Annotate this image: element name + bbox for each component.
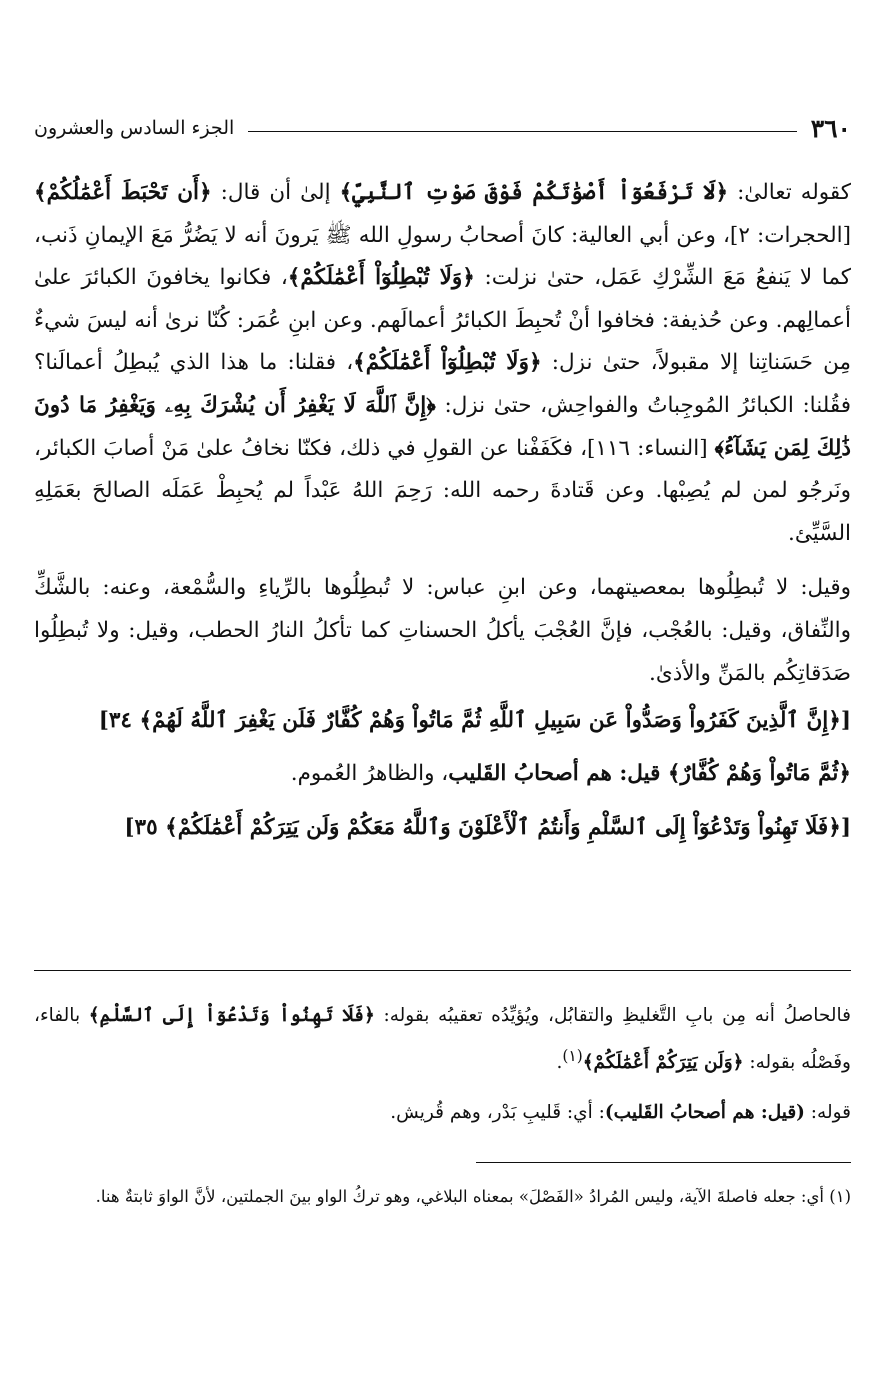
quran-quote: ﴿وَلَا تُبْطِلُوٓاْ أَعْمَٰلَكُمْ﴾ bbox=[353, 350, 542, 376]
section-divider bbox=[34, 970, 851, 971]
bracket-close: ] bbox=[98, 708, 109, 734]
quran-verse: ﴿إِنَّ ٱلَّذِينَ كَفَرُواْ وَصَدُّواْ عَن سَبِيلِ ٱللَّهِ ثُمَّ مَاتُواْ وَهُمْ كُفَّارٌ فَلَن يَغْفِرَ ٱللَّهُ لَهُمْ﴾ bbox=[139, 708, 841, 734]
main-text bbox=[34, 172, 851, 854]
text-run: [النساء: ١١٦]، فكَفَفْنا عن القولِ في ذلك، فكنّا نخافُ علىٰ مَنْ أصابَ الكبائر، ونَرجُو لمن لم يُصِبْها. وعن قَتادةَ رحمه الله: رَحِمَ اللهُ عَبْداً لم يُحبِطْ عَمَلَه الصالحَ بعَمَلِهِ السَّيِّئ. bbox=[34, 435, 851, 546]
text-run: كقوله تعالىٰ: bbox=[728, 180, 851, 205]
footnote-text: (١) أي: جعله فاصلةَ الآية، وليس المُرادُ «الفَصْلَ» بمعناه البلاغي، وهو تركُ الواو بينَ الجملتين، لأنَّ الواوَ ثابتةٌ هنا. bbox=[95, 1187, 851, 1206]
paragraph-2: وقيل: لا تُبطِلُوها بمعصيتهما، وعن ابنِ عباس: لا تُبطِلُوها بالرِّياءِ والسُّمْعة، وعنه: بالشَّكِّ والنِّفاق، وقيل: بالعُجْب، فإنَّ العُجْبَ يأكلُ الحسناتِ كما تأكلُ النارُ الحطب، وقيل: ولا تُبطِلُوا صَدَقاتِكُم بالمَنِّ والأذىٰ. bbox=[34, 575, 851, 686]
verse-35 bbox=[34, 802, 851, 854]
verse-34 bbox=[34, 695, 851, 747]
quran-quote: ﴿إِنَّ ٱللَّهَ لَا يَغْفِرُ أَن يُشْرَكَ بِهِۦ وَيَغْفِرُ مَا دُونَ ذَٰلِكَ لِمَن يَشَآءُ﴾ bbox=[34, 392, 851, 461]
text-run: : أي: قَليبِ بَدْر، وهم قُريش. bbox=[390, 1102, 605, 1124]
text-run: ، فكانوا يخافونَ الكبائرَ علىٰ أعمالِهم. وعن حُذيفة: فخافوا أنْ تُحبِطَ الكبائرُ أعمالَهم. وعن ابنِ عُمَر: كُنّا نرىٰ أنه ليسَ شيءٌ مِن حَسَناتِنا إلا مقبولاً، حتىٰ نزل: bbox=[34, 265, 851, 376]
text-run: إلىٰ أن قال: bbox=[211, 180, 340, 205]
text-run: فالحاصلُ أنه مِن بابِ التَّغليظِ والتقابُل، ويُؤيِّدُه تعقيبُه بقوله: bbox=[374, 1005, 851, 1026]
explanation-line bbox=[34, 753, 851, 796]
text-run: قوله: bbox=[804, 1102, 851, 1124]
footnote-ref: (١) bbox=[562, 1047, 583, 1065]
quran-quote: ﴿فَلَا تَهِنُواْ وَتَدْعُوٓاْ إِلَى ٱلسَّلْمِ﴾ bbox=[88, 1005, 375, 1026]
text-run: ، فقلنا: ما هذا الذي يُبطِلُ أعمالَنا؟ فقُلنا: الكبائرُ المُوجِباتُ والفواحِش، حتىٰ نزل: bbox=[34, 350, 851, 418]
verse-number: ٣٤ bbox=[108, 708, 132, 734]
commentary bbox=[34, 996, 851, 1133]
header-rule bbox=[248, 131, 796, 132]
footnote-divider bbox=[476, 1162, 851, 1163]
quran-verse: ﴿فَلَا تَهِنُواْ وَتَدْعُوٓاْ إِلَى ٱلسَّلْمِ وَأَنتُمُ ٱلْأَعْلَوْنَ وَٱللَّهُ مَعَكُمْ وَلَن يَتِرَكُمْ أَعْمَٰلَكُمْ﴾ bbox=[165, 814, 841, 840]
running-title: الجزء السادس والعشرون bbox=[34, 117, 235, 139]
page-number: ٣٦٠ bbox=[810, 113, 851, 143]
bracket-open: [ bbox=[840, 814, 851, 840]
quran-quote: ﴿وَلَن يَتِرَكُمْ أَعْمَٰلَكُمْ﴾ bbox=[582, 1052, 744, 1074]
quran-quote: ﴿وَلَا تُبْطِلُوٓاْ أَعْمَٰلَكُمْ﴾ bbox=[287, 265, 475, 291]
quran-quote: ﴿لَا تَرْفَعُوٓاْ أَصْوَٰتَكُمْ فَوْقَ صَوْتِ ٱلنَّبِيِّ﴾ bbox=[339, 180, 729, 205]
paragraph-1 bbox=[34, 172, 851, 555]
bold-phrase: (قيل: هم أصحابُ القَليب) bbox=[604, 1102, 805, 1124]
quran-quote: ﴿أَن تَحْبَطَ أَعْمَٰلُكُمْ﴾ bbox=[34, 180, 212, 205]
text-run: . bbox=[556, 1052, 563, 1074]
verse-number: ٣٥ bbox=[134, 814, 158, 840]
commentary-paragraph-1 bbox=[34, 996, 851, 1083]
bracket-open: [ bbox=[840, 708, 851, 734]
text-run: ، والظاهرُ العُموم. bbox=[290, 761, 449, 787]
commentary-paragraph-2 bbox=[34, 1093, 851, 1133]
quran-quote: ﴿ثُمَّ مَاتُواْ وَهُمْ كُفَّارٌ﴾ bbox=[667, 761, 851, 787]
footnote bbox=[34, 1180, 851, 1214]
page-header bbox=[34, 108, 851, 148]
text-run: [الحجرات: ٢]، وعن أبي العالية: كانَ أصحابُ رسولِ الله ﷺ يَرونَ أنه لا يَضُرُّ مَعَ الإيمانِ ذَنب، كما لا يَنفعُ مَعَ الشِّرْكِ عَمَل، حتىٰ نزلت: bbox=[34, 222, 851, 291]
bold-phrase: قيل: هم أصحابُ القَليب bbox=[448, 761, 668, 787]
bracket-close: ] bbox=[124, 814, 135, 840]
text-run: بالفاء، وفَصْلُه بقوله: bbox=[34, 1005, 851, 1074]
